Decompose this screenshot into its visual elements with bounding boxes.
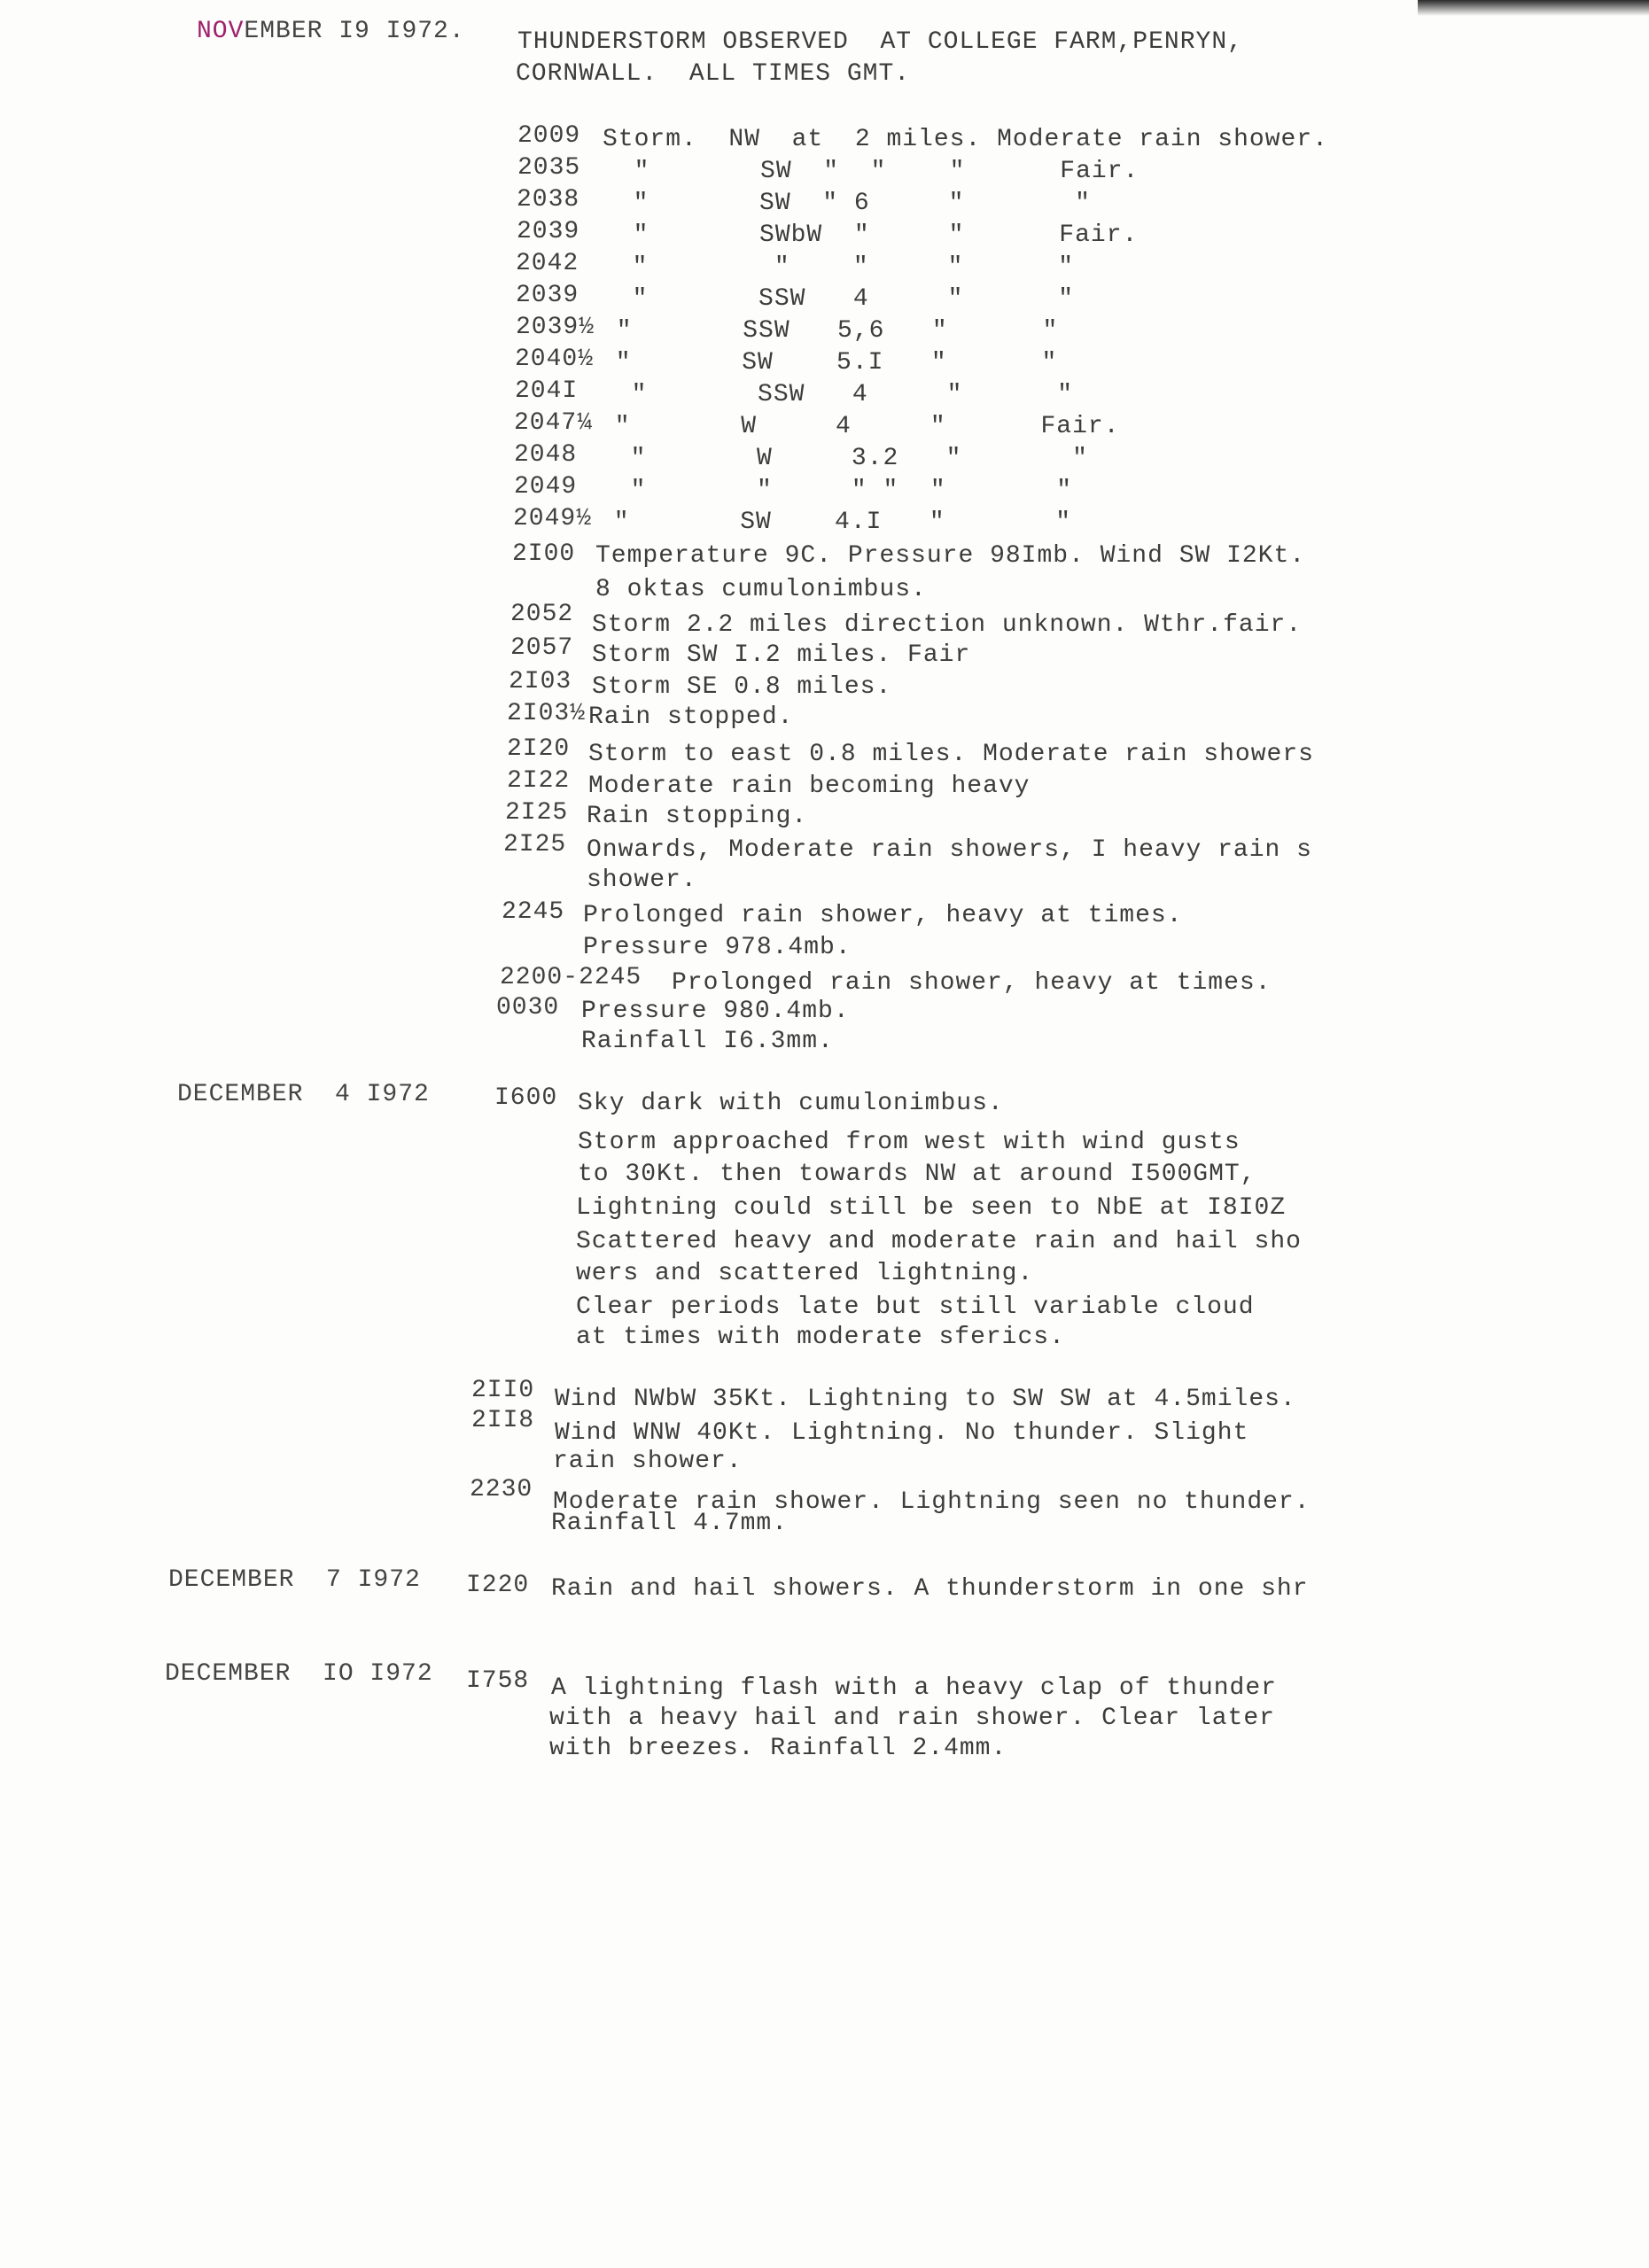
dec10-line-2: with a heavy hail and rain shower. Clear later [549, 1705, 1275, 1732]
dec4-2118-text: Wind WNW 40Kt. Lightning. No thunder. Slight [555, 1419, 1249, 1447]
dec4-2230-text-2: Rainfall 4.7mm. [551, 1510, 789, 1537]
nov-row-text: " SW " 6 " " [602, 190, 1091, 217]
nov-row-text: " SW 4.I " " [598, 509, 1072, 536]
nov-row-time: 2049 [514, 473, 578, 501]
nov-row-time: 2035 [517, 154, 581, 182]
row-2245-time: 2245 [502, 898, 565, 926]
nov-row-text: " SW " " " Fair. [603, 158, 1140, 185]
nov-row-text: " SSW 4 " " [601, 285, 1075, 313]
row-2245-text: Prolonged rain shower, heavy at times. [583, 902, 1183, 929]
nov-row-time: 2009 [517, 122, 581, 150]
dec4-line-3: to 30Kt. then towards NW at around I500GMT, [578, 1161, 1256, 1188]
nov-row-time: 2047¼ [514, 409, 594, 437]
row-2122-time: 2I22 [507, 767, 571, 795]
row-2103h-time: 2I03½ [507, 700, 587, 727]
dec4-line-6: wers and scattered lightning. [576, 1260, 1034, 1287]
nov-row-time: 2039½ [516, 314, 595, 341]
nov-row-time: 2038 [517, 186, 580, 214]
dec10-line-3: with breezes. Rainfall 2.4mm. [549, 1735, 1007, 1762]
date-nov-red: NOV [197, 18, 245, 45]
nov-row-time: 2048 [514, 441, 578, 469]
row-2057-time: 2057 [510, 634, 574, 662]
nov-row-text: " W 3.2 " " [599, 445, 1088, 472]
dec4-line-2: Storm approached from west with wind gusts [578, 1129, 1241, 1156]
dec4-2118-time: 2II8 [471, 1407, 535, 1434]
dec4-line-1: Sky dark with cumulonimbus. [578, 1090, 1004, 1117]
nov-row-time: 204I [515, 377, 579, 405]
nov-row-text: " SW 5.I " " [600, 349, 1058, 377]
nov-row-time: 2039 [516, 282, 579, 309]
row-2200-text: Prolonged rain shower, heavy at times. [672, 969, 1272, 997]
row-2125b-text-2: shower. [587, 866, 697, 894]
dec4-2230-text: Moderate rain shower. Lightning seen no thunder. [553, 1488, 1311, 1516]
row-2120-text: Storm to east 0.8 miles. Moderate rain showers [588, 741, 1314, 768]
dec4-2110-text: Wind NWbW 35Kt. Lightning to SW SW at 4.5miles. [555, 1386, 1296, 1413]
dec4-2110-time: 2II0 [471, 1377, 535, 1404]
scan-edge-shadow [1418, 0, 1649, 16]
row-2103-time: 2I03 [509, 668, 572, 695]
row-2052-time: 2052 [510, 601, 574, 628]
row-0030-time: 0030 [496, 994, 560, 1021]
dec4-2230-time: 2230 [470, 1476, 533, 1503]
row-2125-text: Rain stopping. [587, 803, 808, 830]
dec10-time: I758 [466, 1667, 530, 1695]
dec4-time: I600 [494, 1084, 558, 1112]
nov-row-time: 2049½ [513, 505, 593, 532]
row-2100-time: 2I00 [512, 540, 576, 568]
dec4-line-4: Lightning could still be seen to NbE at I8I0Z [576, 1194, 1287, 1222]
row-2057-text: Storm SW I.2 miles. Fair [592, 641, 971, 669]
row-2200-time: 2200-2245 [500, 964, 642, 991]
row-2103h-text: Rain stopped. [588, 703, 794, 731]
row-2120-time: 2I20 [507, 735, 571, 763]
dec10-line-1: A lightning flash with a heavy clap of thunder [551, 1674, 1277, 1702]
row-2245-text-2: Pressure 978.4mb. [583, 934, 852, 961]
dec4-2118-text-2: rain shower. [553, 1448, 743, 1475]
dec4-line-8: at times with moderate sferics. [576, 1324, 1065, 1351]
row-2125-time: 2I25 [505, 799, 569, 827]
nov-row-text: Storm. NW at 2 miles. Moderate rain shower. [603, 126, 1328, 153]
row-2125b-text: Onwards, Moderate rain showers, I heavy rain s [587, 836, 1312, 864]
row-0030-text: Pressure 980.4mb. [581, 998, 850, 1025]
date-dec-4: DECEMBER 4 I972 [177, 1081, 430, 1108]
date-dec-10: DECEMBER IO I972 [165, 1660, 433, 1688]
date-nov-19 [197, 19, 465, 44]
nov-row-time: 2042 [516, 250, 579, 277]
dec7-time: I220 [466, 1572, 530, 1599]
nov-row-text: " W 4 " Fair. [599, 413, 1120, 440]
nov-row-text: " SSW 4 " " [600, 381, 1074, 408]
row-0030-text-2: Rainfall I6.3mm. [581, 1028, 834, 1055]
nov-row-time: 2039 [517, 218, 580, 245]
nov-row-time: 2040½ [515, 346, 595, 373]
nov-row-text: " SSW 5,6 " " [601, 317, 1059, 345]
row-2100-text: Temperature 9C. Pressure 98Imb. Wind SW I2Kt. [595, 542, 1306, 570]
row-2125b-time: 2I25 [503, 831, 567, 858]
row-2103-text: Storm SE 0.8 miles. [592, 673, 892, 701]
date-nov-rest: EMBER I9 I972. [244, 18, 465, 45]
dec4-line-7: Clear periods late but still variable cloud [576, 1293, 1255, 1321]
row-2100-text-2: 8 oktas cumulonimbus. [595, 576, 927, 603]
nov-row-text: " SWbW " " Fair. [602, 221, 1139, 249]
heading-line-1: THUNDERSTORM OBSERVED AT COLLEGE FARM,PENRYN, [517, 28, 1243, 56]
nov-row-text: " " " " " [601, 253, 1075, 281]
dec4-line-5: Scattered heavy and moderate rain and hail sho [576, 1228, 1302, 1255]
row-2052-text: Storm 2.2 miles direction unknown. Wthr.fair. [592, 611, 1303, 639]
nov-row-text: " " " " " " [599, 477, 1073, 504]
dec7-text: Rain and hail showers. A thunderstorm in one shr [551, 1575, 1309, 1603]
date-dec-7: DECEMBER 7 I972 [168, 1566, 421, 1594]
row-2122-text: Moderate rain becoming heavy [588, 773, 1031, 800]
heading-line-2: CORNWALL. ALL TIMES GMT. [516, 60, 911, 88]
